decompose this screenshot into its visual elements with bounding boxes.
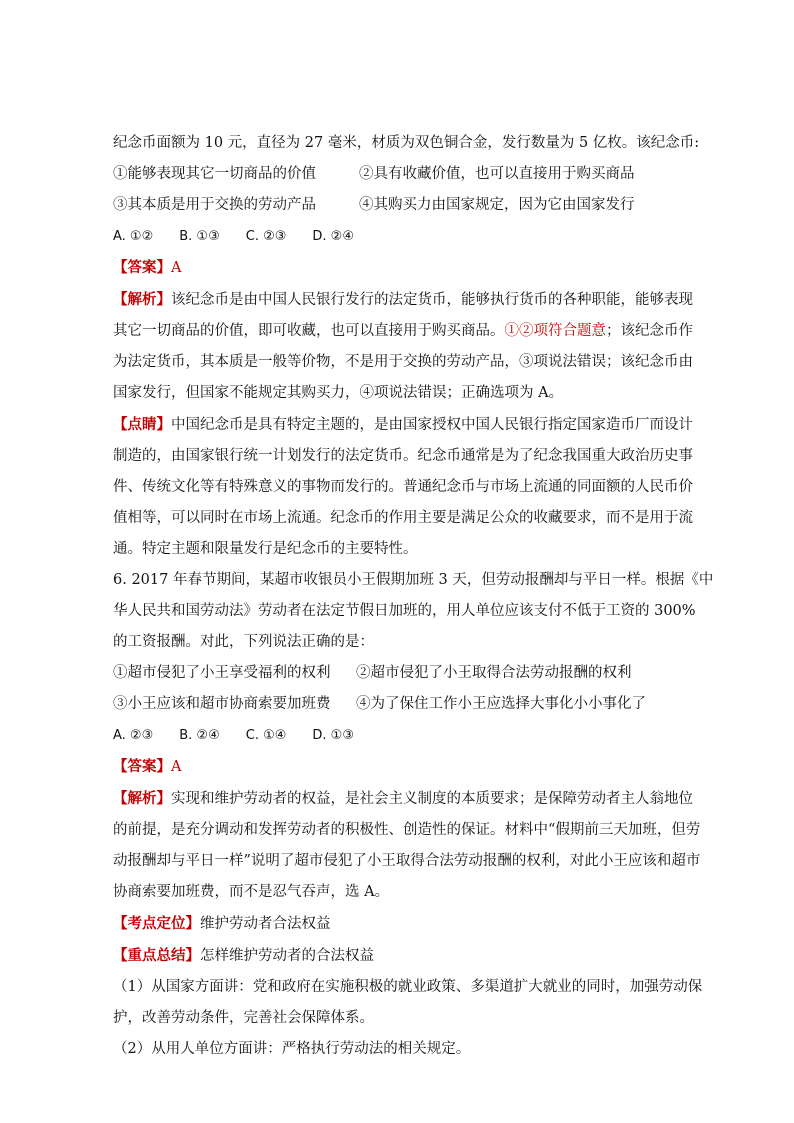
q6-options-row-1 bbox=[113, 658, 685, 689]
q5-choice-b: B. ①③ bbox=[179, 229, 220, 244]
q5-analysis-text-1: 该纪念币是由中国人民银行发行的法定货币，能够执行货币的各种职能，能够表现 bbox=[171, 292, 693, 308]
q6-topic-text: 维护劳动者合法权益 bbox=[200, 916, 331, 932]
q5-answer-value: A bbox=[171, 260, 182, 276]
q6-answer-value: A bbox=[171, 759, 182, 775]
q5-analysis-red-2: ③项说法错误 bbox=[519, 354, 606, 370]
q5-analysis-text-2: 其它一切商品的价值，即可收藏，也可以直接用于购买商品。 bbox=[113, 323, 505, 339]
q5-option-1: ①能够表现其它一切商品的价值 bbox=[113, 166, 316, 182]
q5-analysis-line-4: 国家发行，但国家不能规定其购买力，④项说法错误；正确选项为 A。 bbox=[113, 385, 564, 401]
q5-option-4: ④其购买力由国家规定，因为它由国家发行 bbox=[359, 197, 635, 213]
q5-option-2: ②具有收藏价值，也可以直接用于购买商品 bbox=[359, 166, 635, 182]
q5-analysis-line-1 bbox=[113, 284, 693, 316]
q6-stem-line-2: 华人民共和国劳动法》劳动者在法定节假日加班的，用人单位应该支付不低于工资的 300% bbox=[113, 603, 696, 619]
q5-analysis-tag: 【解析】 bbox=[113, 291, 171, 308]
q6-choice-d: D. ①③ bbox=[312, 728, 354, 743]
q6-analysis-line-1 bbox=[113, 783, 693, 815]
q6-topic bbox=[113, 908, 685, 940]
q6-point-2: （2）从用人单位方面讲：严格执行劳动法的相关规定。 bbox=[113, 1041, 471, 1057]
q5-note-text-1: 中国纪念币是具有特定主题的，是由国家授权中国人民银行指定国家造币厂而设计 bbox=[171, 417, 693, 433]
q6-option-1: ①超市侵犯了小王享受福利的权利 bbox=[113, 665, 331, 681]
q6-analysis-tag: 【解析】 bbox=[113, 790, 171, 807]
q5-note-line-1 bbox=[113, 409, 693, 441]
q6-analysis-line-3: 动报酬却与平日一样”说明了超市侵犯了小王取得合法劳动报酬的权利，对此小王应该和超市 bbox=[113, 853, 701, 869]
q5-choice-d: D. ②④ bbox=[312, 229, 354, 244]
q6-choice-a: A. ②③ bbox=[113, 728, 154, 743]
q6-choice-b: B. ②④ bbox=[179, 728, 220, 743]
q6-summary-tag: 【重点总结】 bbox=[113, 947, 200, 964]
q5-choice-c: C. ②③ bbox=[245, 229, 287, 244]
q6-choices bbox=[113, 720, 685, 751]
q6-point-1: （1）从国家方面讲：党和政府在实施积极的就业政策、多渠道扩大就业的同时，加强劳动保 bbox=[113, 979, 703, 995]
q5-note-tag: 【点睛】 bbox=[113, 416, 171, 433]
q5-answer bbox=[113, 252, 685, 284]
q5-analysis-text-3: 为法定货币，其本质是一般等价物，不是用于交换的劳动产品， bbox=[113, 354, 519, 370]
q5-analysis-line-2 bbox=[113, 316, 693, 347]
q6-summary bbox=[113, 940, 685, 972]
q5-stem: 纪念币面额为 10 元，直径为 27 毫米，材质为双色铜合金，发行数量为 5 亿枚。该纪念币: bbox=[113, 135, 700, 151]
q6-stem-line-3: 的工资报酬。对此，下列说法正确的是： bbox=[113, 634, 374, 650]
q5-choices bbox=[113, 221, 685, 252]
q6-stem-line-1: 6. 2017 年春节期间，某超市收银员小王假期加班 3 天，但劳动报酬却与平日一样。根据《中 bbox=[113, 572, 714, 588]
q6-analysis-line-4: 协商索要加班费，而不是忍气吞声，选 A。 bbox=[113, 884, 390, 900]
q6-option-4: ④为了保住工作小王应选择大事化小小事化了 bbox=[356, 696, 646, 712]
q6-summary-text: 怎样维护劳动者的合法权益 bbox=[200, 948, 374, 964]
q6-analysis-text-1: 实现和维护劳动者的权益，是社会主义制度的本质要求；是保障劳动者主人翁地位 bbox=[171, 791, 693, 807]
q5-analysis-red-1: ①②项符合题意 bbox=[504, 323, 606, 339]
q5-analysis-after-red-1: ；该纪念币作 bbox=[606, 323, 693, 339]
q5-options-row-1 bbox=[113, 159, 685, 190]
q5-option-3: ③其本质是用于交换的劳动产品 bbox=[113, 197, 316, 213]
q6-topic-tag: 【考点定位】 bbox=[113, 915, 200, 932]
q5-note-line-2: 制造的，由国家银行统一计划发行的法定货币。纪念币通常是为了纪念我国重大政治历史事 bbox=[113, 448, 693, 464]
q5-options-row-2 bbox=[113, 190, 685, 221]
q5-analysis-line-3 bbox=[113, 347, 693, 378]
q5-note-line-4: 值相等，可以同时在市场上流通。纪念币的作用主要是满足公众的收藏要求，而不是用于流 bbox=[113, 510, 693, 526]
q5-choice-a: A. ①② bbox=[113, 229, 154, 244]
q6-options-row-2 bbox=[113, 689, 685, 720]
q5-answer-tag: 【答案】 bbox=[113, 259, 171, 276]
q6-choice-c: C. ①④ bbox=[245, 728, 287, 743]
q6-analysis-line-2: 的前提，是充分调动和发挥劳动者的积极性、创造性的保证。材料中“假期前三天加班，但劳 bbox=[113, 822, 701, 838]
q6-point-1-cont: 护，改善劳动条件，完善社会保障体系。 bbox=[113, 1010, 374, 1026]
q6-answer-tag: 【答案】 bbox=[113, 758, 171, 775]
q5-note-line-5: 通。特定主题和限量发行是纪念币的主要特性。 bbox=[113, 541, 418, 557]
q5-note-line-3: 件、传统文化等有特殊意义的事物而发行的。普通纪念币与市场上流通的同面额的人民币价 bbox=[113, 479, 693, 495]
q6-option-3: ③小王应该和超市协商索要加班费 bbox=[113, 696, 331, 712]
q6-answer bbox=[113, 751, 685, 783]
page-content bbox=[113, 128, 714, 1065]
q6-option-2: ②超市侵犯了小王取得合法劳动报酬的权利 bbox=[356, 665, 632, 681]
q5-analysis-after-red-2: ；该纪念币由 bbox=[606, 354, 693, 370]
